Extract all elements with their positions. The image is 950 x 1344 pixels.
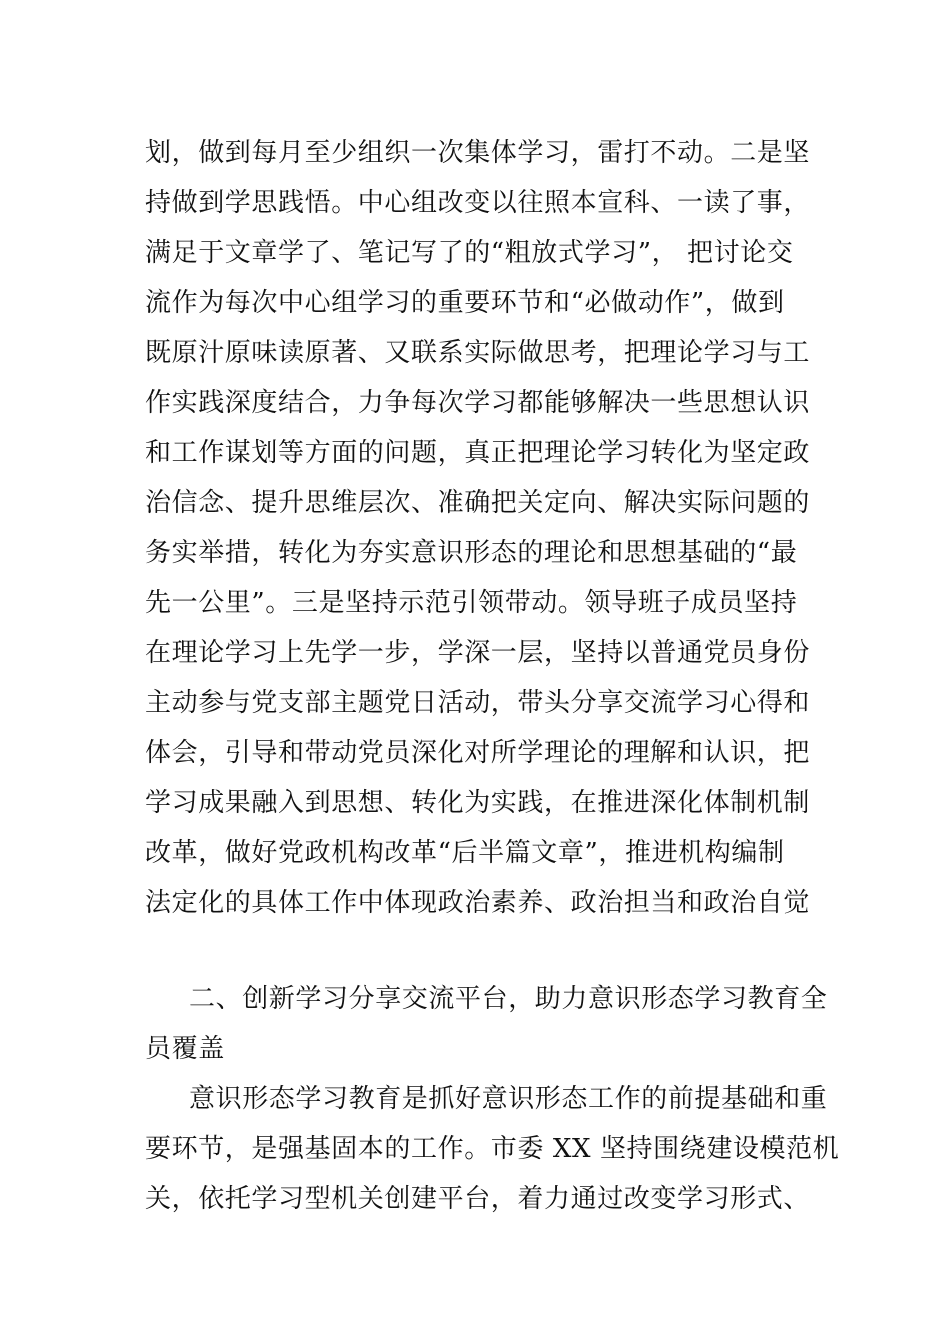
section-heading-line-2: 员覆盖: [145, 1034, 225, 1064]
paragraph-1-line-15: 改革，做好党政机构改革“后半篇文章”，推进机构编制: [145, 838, 785, 868]
paragraph-1-line-5: 既原汁原味读原著、又联系实际做思考，把理论学习与工: [145, 338, 811, 368]
paragraph-1-line-12: 主动参与党支部主题党日活动，带头分享交流学习心得和: [145, 688, 811, 718]
paragraph-1-line-8: 治信念、提升思维层次、准确把关定向、解决实际问题的: [145, 488, 811, 518]
paragraph-1-line-16: 法定化的具体工作中体现政治素养、政治担当和政治自觉: [145, 888, 811, 918]
section-heading-line-1: 二、创新学习分享交流平台，助力意识形态学习教育全: [189, 984, 828, 1014]
paragraph-1-line-11: 在理论学习上先学一步，学深一层，坚持以普通党员身份: [145, 638, 811, 668]
paragraph-1-line-6: 作实践深度结合，力争每次学习都能够解决一些思想认识: [145, 388, 811, 418]
paragraph-1-line-10: 先一公里”。三是坚持示范引领带动。领导班子成员坚持: [145, 588, 798, 618]
paragraph-1-line-4: 流作为每次中心组学习的重要环节和“必做动作”，做到: [145, 288, 785, 318]
paragraph-1-line-9: 务实举措，转化为夯实意识形态的理论和思想基础的“最: [145, 538, 798, 568]
paragraph-1-line-1: 划，做到每月至少组织一次集体学习，雷打不动。二是坚: [145, 138, 811, 168]
paragraph-1-line-3: 满足于文章学了、笔记写了的“粗放式学习”， 把讨论交: [145, 238, 794, 268]
paragraph-2-line-2: 要环节，是强基固本的工作。市委 XX 坚持围绕建设模范机: [145, 1134, 840, 1164]
paragraph-1-line-2: 持做到学思践悟。中心组改变以往照本宣科、一读了事，: [145, 188, 811, 218]
paragraph-1-line-13: 体会，引导和带动党员深化对所学理论的理解和认识，把: [145, 738, 811, 768]
paragraph-1-line-14: 学习成果融入到思想、转化为实践，在推进深化体制机制: [145, 788, 811, 818]
paragraph-1-line-7: 和工作谋划等方面的问题，真正把理论学习转化为坚定政: [145, 438, 811, 468]
paragraph-2-line-3: 关，依托学习型机关创建平台，着力通过改变学习形式、: [145, 1184, 811, 1214]
paragraph-2-line-1: 意识形态学习教育是抓好意识形态工作的前提基础和重: [189, 1084, 828, 1114]
